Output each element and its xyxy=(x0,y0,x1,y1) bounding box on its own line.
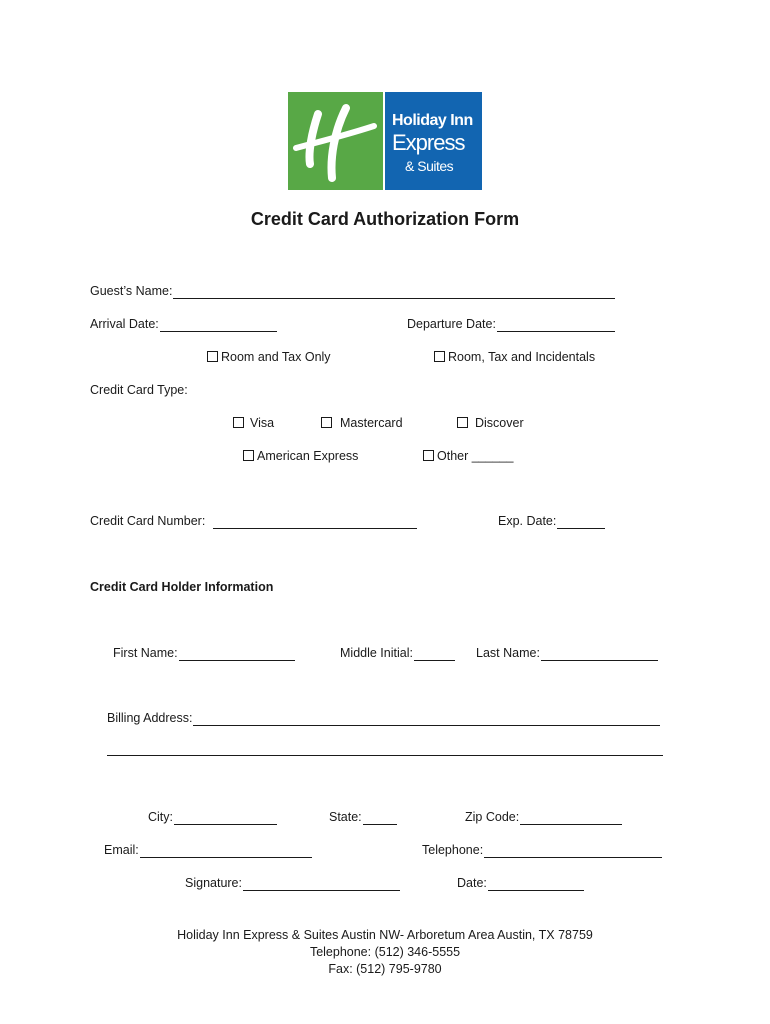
billing-address-line-2[interactable] xyxy=(107,755,663,756)
middle-initial-line[interactable] xyxy=(414,648,455,661)
signature-line[interactable] xyxy=(243,878,400,891)
first-name-line[interactable] xyxy=(179,648,295,661)
signature-field[interactable] xyxy=(185,875,400,891)
checkbox-icon[interactable] xyxy=(207,351,218,362)
logo-line-2: Express xyxy=(392,130,465,155)
arrival-date-label: Arrival Date: xyxy=(90,317,159,331)
room-tax-incidentals-label: Room, Tax and Incidentals xyxy=(448,350,596,364)
date-line[interactable] xyxy=(488,878,584,891)
last-name-line[interactable] xyxy=(541,648,658,661)
date-field[interactable] xyxy=(457,875,584,891)
card-type-label: Credit Card Type: xyxy=(90,383,188,397)
visa-option[interactable] xyxy=(233,415,274,431)
mastercard-label: Mastercard xyxy=(340,416,403,430)
email-label: Email: xyxy=(104,843,139,857)
arrival-date-field[interactable] xyxy=(90,316,277,332)
holder-info-heading: Credit Card Holder Information xyxy=(90,580,274,594)
exp-date-field[interactable] xyxy=(498,513,605,529)
first-name-label: First Name: xyxy=(113,646,178,660)
exp-date-label: Exp. Date: xyxy=(498,514,557,528)
departure-date-field[interactable] xyxy=(407,316,615,332)
h-glyph-icon xyxy=(288,92,383,190)
other-label: Other ______ xyxy=(437,449,514,463)
telephone-line[interactable] xyxy=(484,845,662,858)
checkbox-icon[interactable] xyxy=(423,450,434,461)
state-line[interactable] xyxy=(363,812,397,825)
checkbox-icon[interactable] xyxy=(243,450,254,461)
card-number-line[interactable] xyxy=(213,516,417,529)
date-label: Date: xyxy=(457,876,487,890)
amex-option[interactable] xyxy=(243,448,358,464)
checkbox-icon[interactable] xyxy=(321,417,332,428)
logo-h-mark xyxy=(288,92,383,190)
guest-name-label: Guest’s Name: xyxy=(90,284,173,298)
city-line[interactable] xyxy=(174,812,277,825)
departure-date-label: Departure Date: xyxy=(407,317,496,331)
logo-line-3: & Suites xyxy=(405,158,454,174)
other-option[interactable] xyxy=(423,448,513,464)
room-tax-only-option[interactable] xyxy=(207,349,331,365)
room-tax-only-label: Room and Tax Only xyxy=(221,350,331,364)
visa-label: Visa xyxy=(250,416,275,430)
last-name-label: Last Name: xyxy=(476,646,540,660)
email-field[interactable] xyxy=(104,842,312,858)
checkbox-icon[interactable] xyxy=(457,417,468,428)
zip-code-field[interactable] xyxy=(465,809,622,825)
checkbox-icon[interactable] xyxy=(233,417,244,428)
city-field[interactable] xyxy=(148,809,277,825)
state-label: State: xyxy=(329,810,362,824)
zip-code-line[interactable] xyxy=(520,812,622,825)
zip-code-label: Zip Code: xyxy=(465,810,520,824)
billing-address-line[interactable] xyxy=(193,713,660,726)
room-tax-incidentals-option[interactable] xyxy=(434,349,595,365)
card-number-label: Credit Card Number: xyxy=(90,514,206,528)
state-field[interactable] xyxy=(329,809,397,825)
hotel-logo xyxy=(288,92,482,190)
discover-option[interactable] xyxy=(457,415,524,431)
footer-address: Holiday Inn Express & Suites Austin NW- Arboretum Area Austin, TX 78759 xyxy=(177,928,593,942)
billing-address-field[interactable] xyxy=(107,710,660,726)
telephone-label: Telephone: xyxy=(422,843,484,857)
card-number-field[interactable] xyxy=(90,513,417,529)
billing-address-label: Billing Address: xyxy=(107,711,193,725)
checkbox-icon[interactable] xyxy=(434,351,445,362)
mastercard-option[interactable] xyxy=(321,415,403,431)
telephone-field[interactable] xyxy=(422,842,662,858)
last-name-field[interactable] xyxy=(476,645,658,661)
signature-label: Signature: xyxy=(185,876,242,890)
discover-label: Discover xyxy=(475,416,524,430)
guest-name-field[interactable] xyxy=(90,283,615,299)
amex-label: American Express xyxy=(257,449,359,463)
middle-initial-field[interactable] xyxy=(340,645,455,661)
arrival-date-line[interactable] xyxy=(160,319,277,332)
middle-initial-label: Middle Initial: xyxy=(340,646,413,660)
form-title: Credit Card Authorization Form xyxy=(250,209,520,229)
city-label: City: xyxy=(148,810,173,824)
footer-telephone: Telephone: (512) 346-5555 xyxy=(309,945,461,959)
first-name-field[interactable] xyxy=(113,645,295,661)
logo-line-1: Holiday Inn xyxy=(392,112,473,129)
footer-fax: Fax: (512) 795-9780 xyxy=(328,962,442,976)
email-line[interactable] xyxy=(140,845,312,858)
exp-date-line[interactable] xyxy=(557,516,605,529)
guest-name-line[interactable] xyxy=(173,286,615,299)
departure-date-line[interactable] xyxy=(497,319,615,332)
